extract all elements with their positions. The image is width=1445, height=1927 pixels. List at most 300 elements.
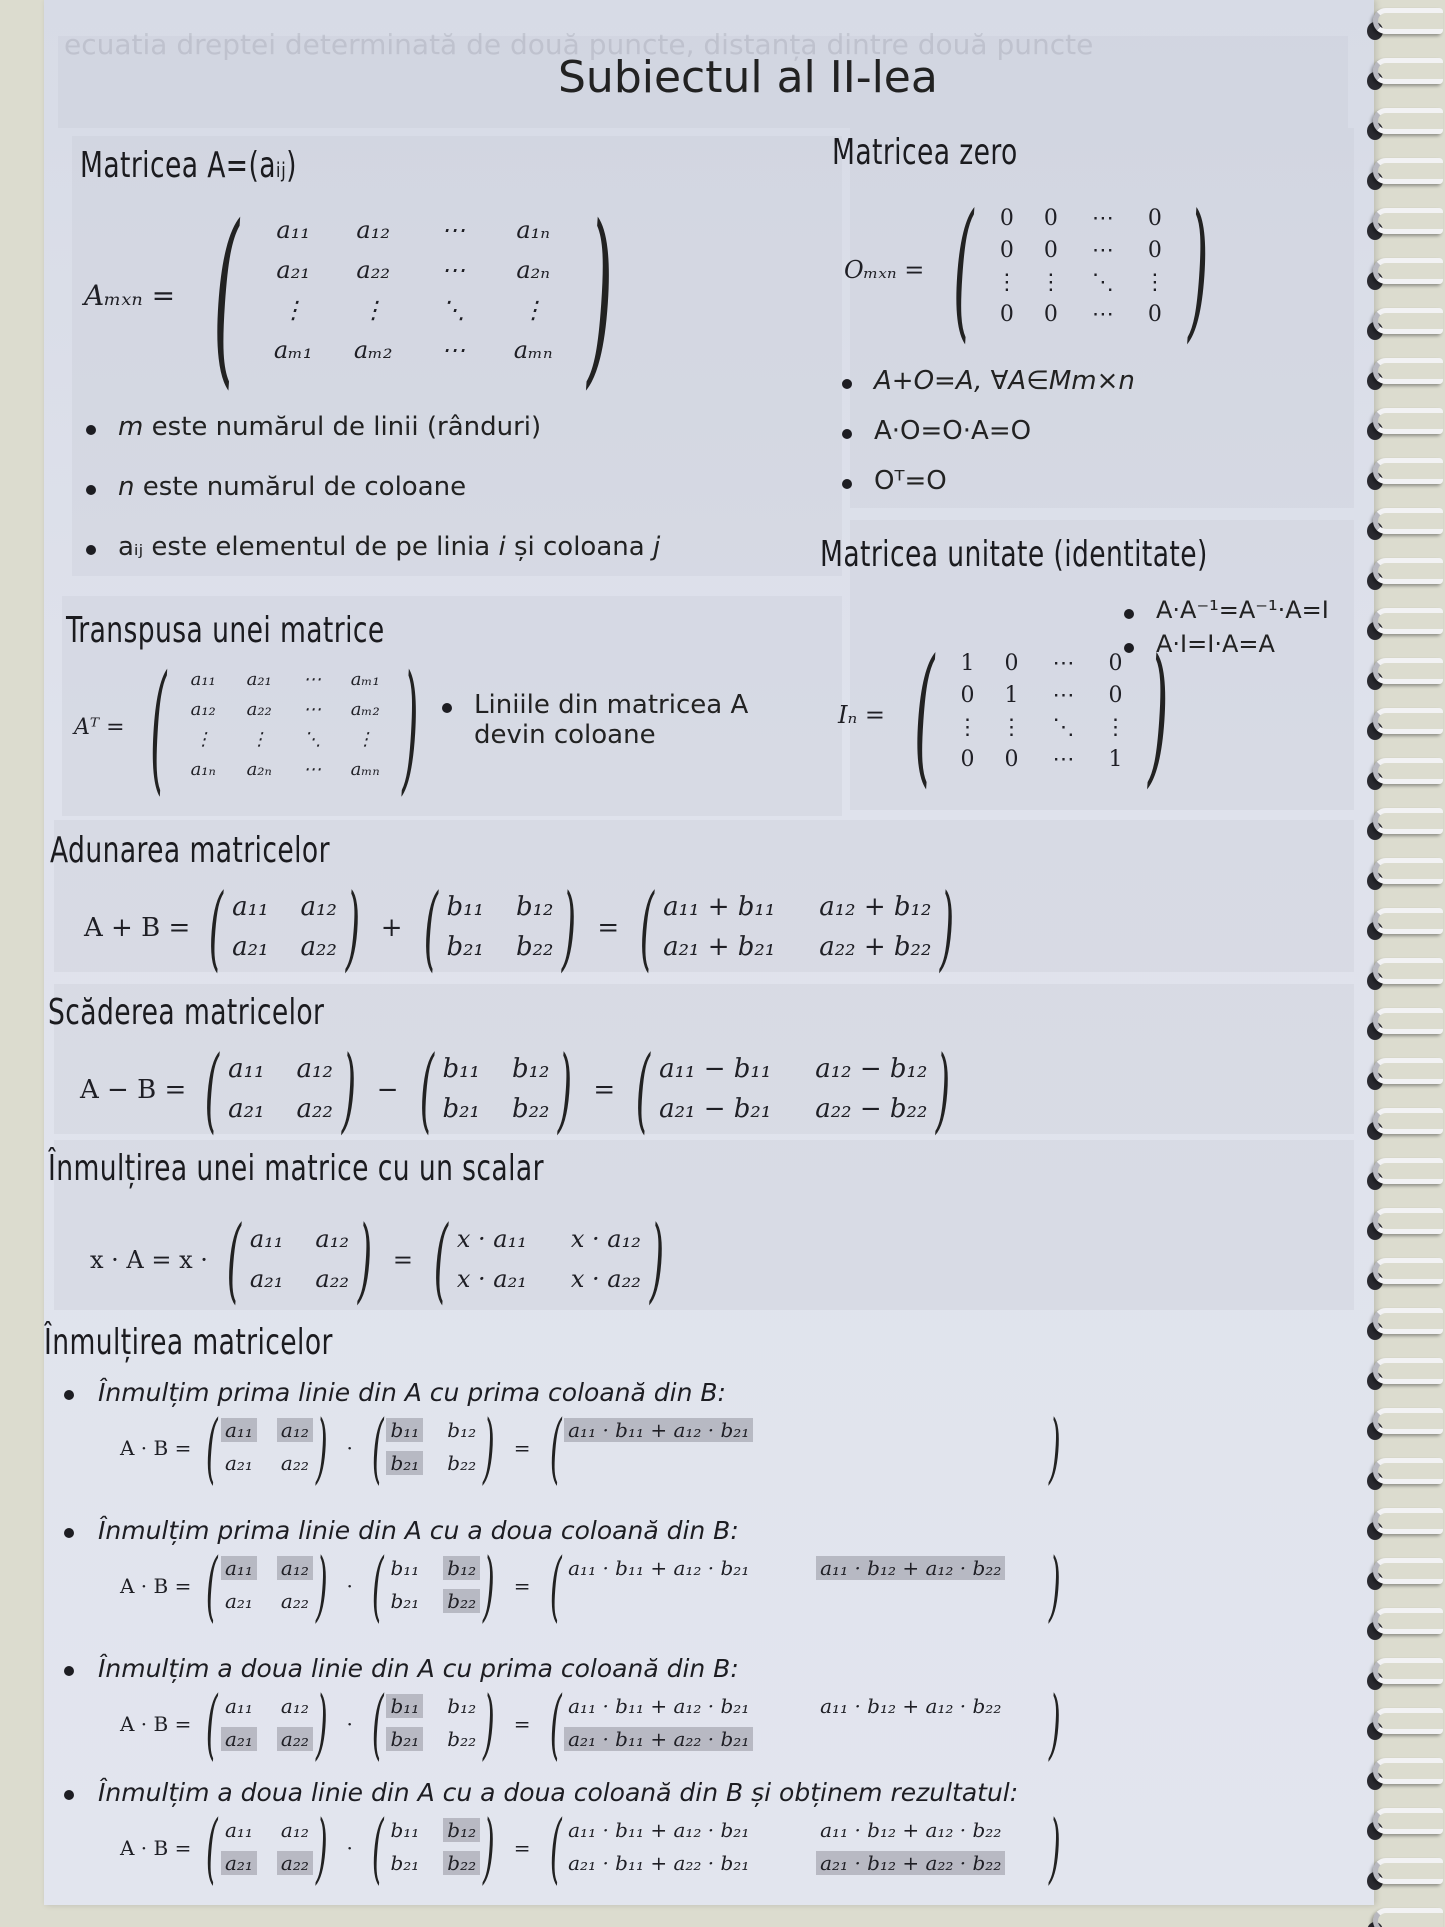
matrix-cell: ⋮ <box>194 729 213 750</box>
matrix-cell: a₂₁ − b₂₁ <box>659 1093 772 1124</box>
matrix-cell: a₂₁ <box>221 1851 257 1875</box>
matrix-cell: 0 <box>1043 206 1058 231</box>
spiral-ring <box>1373 558 1443 584</box>
identity-matrix <box>895 627 1188 802</box>
matrix-cell: b₂₁ <box>442 1093 480 1124</box>
matrix-cell: b₁₁ <box>442 1053 480 1084</box>
matrix-cell: a₁₁ <box>224 1694 253 1719</box>
matrix-cell: a₂₂ + b₂₂ <box>819 931 932 962</box>
matrix-cell <box>816 1451 830 1475</box>
right-paren: ) <box>587 184 614 406</box>
subtraction-equation <box>70 1035 961 1143</box>
matrix-grid <box>175 665 393 791</box>
matrix-cell: a₂₂ <box>300 931 337 962</box>
matrix-cell: b₂₁ <box>386 1727 423 1751</box>
spiral-ring <box>1373 458 1443 484</box>
matrix-grid <box>655 1049 931 1132</box>
matrix-grid <box>246 1219 353 1302</box>
spiral-ring <box>1373 508 1443 534</box>
spiral-ring <box>1373 1408 1443 1434</box>
matrix-grid <box>438 1049 553 1132</box>
matrix-cell: a₁₂ <box>277 1418 313 1442</box>
matrix-cell: 0 <box>1004 747 1019 772</box>
matrix-cell: b₁₂ <box>515 891 554 922</box>
spiral-ring <box>1373 1458 1443 1484</box>
matrix-cell: ⋮ <box>250 729 269 750</box>
multiplication-equation <box>110 1541 1070 1630</box>
bullet-transpose: Liniile din matricea A devin coloane <box>436 690 756 750</box>
matrix-grid <box>386 1814 480 1882</box>
matrix-b <box>413 873 588 981</box>
matrix-cell: a₂₂ <box>296 1093 333 1124</box>
spiral-ring <box>1373 208 1443 234</box>
matrix-cell: 0 <box>1147 238 1162 263</box>
spiral-ring <box>1373 158 1443 184</box>
zero-lhs: Oₘₓₙ = <box>844 256 925 284</box>
right-paren: ) <box>315 1541 328 1630</box>
matrix-a <box>197 1803 336 1892</box>
matrix-cell: x · a₂₂ <box>570 1264 641 1293</box>
matrix-cell: b₂₁ <box>386 1451 423 1475</box>
matrix-grid <box>564 1414 1046 1482</box>
right-paren: ) <box>1049 1679 1061 1768</box>
heading-zero-matrix: Matricea zero <box>832 132 1018 173</box>
matrix-cell: a₁₂ <box>300 891 337 922</box>
matrix-cell: b₂₂ <box>511 1093 550 1124</box>
matrix-cell: a₁₁ <box>221 1556 257 1580</box>
right-paren: ) <box>558 1035 573 1143</box>
identity-equation <box>838 627 1188 802</box>
left-paren: ( <box>213 184 240 406</box>
spiral-ring <box>1373 1708 1443 1734</box>
matrix-cell: aₘ₂ <box>350 699 380 720</box>
matrix-cell: b₂₂ <box>447 1451 477 1476</box>
matrix-cell <box>816 1418 830 1442</box>
left-paren: ( <box>549 1679 562 1768</box>
matrix-result <box>541 1803 1070 1892</box>
matrix-a <box>197 1679 336 1768</box>
left-paren: ( <box>206 1541 219 1630</box>
matrix-cell: ⋮ <box>1039 270 1062 295</box>
matrix-cell: b₂₁ <box>390 1851 420 1876</box>
matrix-cell: a₁₁ · b₁₁ + a₁₂ · b₂₁ <box>568 1818 750 1843</box>
left-paren: ( <box>226 1205 242 1313</box>
spiral-ring <box>1373 308 1443 334</box>
multiplication-equation <box>110 1679 1070 1768</box>
right-paren: ) <box>562 873 577 981</box>
multiplication-equation <box>110 1403 1070 1492</box>
matrix-cell: a₁₂ + b₁₂ <box>819 891 932 922</box>
matrix-cell: ⋯ <box>1052 747 1075 772</box>
matrix-cell: b₁₁ <box>390 1556 420 1581</box>
matrix-cell: a₂₁ · b₁₁ + a₂₂ · b₂₁ <box>564 1727 753 1751</box>
matrix-cell: ⋯ <box>1091 302 1114 327</box>
right-paren: ) <box>341 1035 357 1143</box>
matrix-cell: a₂₂ <box>277 1727 313 1751</box>
spiral-ring <box>1373 958 1443 984</box>
operator: = <box>513 1574 531 1598</box>
zero-matrix <box>934 182 1227 357</box>
bullet-zero-transpose: Oᵀ=O <box>836 466 1135 496</box>
bullet-dot <box>64 1790 74 1800</box>
left-paren: ( <box>953 182 974 357</box>
matrix-cell: ⋯ <box>441 215 466 244</box>
matrix-a <box>197 1541 336 1630</box>
matrix-a <box>216 1205 383 1313</box>
matrix-cell: a₂₂ <box>356 255 390 284</box>
matrix-cell: ⋯ <box>1091 238 1114 263</box>
spiral-ring <box>1373 908 1443 934</box>
matrix-cell: a₁₁ · b₁₂ + a₁₂ · b₂₂ <box>816 1556 1005 1580</box>
matrix-grid <box>228 887 341 970</box>
multiplication-step-text: Înmulțim a doua linie din A cu prima coloană din B: <box>64 1654 739 1683</box>
matrix-cell: a₂₂ <box>246 699 272 720</box>
matrix-grid <box>564 1552 1046 1620</box>
matrix-cell: 0 <box>1147 302 1162 327</box>
matrix-cell: ⋮ <box>956 715 979 740</box>
matrix-cell: a₁₂ <box>277 1556 313 1580</box>
spiral-ring <box>1373 1558 1443 1584</box>
left-paren: ( <box>206 1679 219 1768</box>
matrix-cell: 0 <box>1108 683 1123 708</box>
bullet-dot <box>64 1390 74 1400</box>
matrix-grid <box>985 203 1177 338</box>
matrix-cell: ⋯ <box>303 699 322 720</box>
heading-subtraction: Scăderea matricelor <box>48 992 325 1033</box>
matrix-cell: a₁₁ · b₁₁ + a₁₂ · b₂₁ <box>568 1694 750 1719</box>
multiplication-equation <box>110 1803 1070 1892</box>
spiral-ring <box>1373 1508 1443 1534</box>
matrix-cell: ⋱ <box>303 729 322 750</box>
matrix-b <box>363 1679 504 1768</box>
matrix-grid <box>386 1414 480 1482</box>
left-paren: ( <box>206 1403 219 1492</box>
matrix-b <box>363 1541 504 1630</box>
operator: = <box>513 1436 531 1460</box>
matrix-cell: b₂₂ <box>515 931 554 962</box>
heading-scalar: Înmulțirea unei matrice cu un scalar <box>48 1148 544 1189</box>
matrix-def-lhs: Aₘₓₙ = <box>84 278 176 312</box>
matrix-cell: b₂₂ <box>443 1589 480 1613</box>
matrix-cell: a₁₁ <box>224 1818 253 1843</box>
equation-lhs: A · B = <box>120 1712 192 1736</box>
spiral-ring <box>1373 1808 1443 1834</box>
spiral-ring <box>1373 858 1443 884</box>
left-paren: ( <box>206 1803 219 1892</box>
matrix-def-bullets <box>80 412 660 592</box>
matrix-cell: 1 <box>1004 683 1019 708</box>
right-paren: ) <box>315 1403 328 1492</box>
matrix-cell: b₁₂ <box>443 1556 480 1580</box>
matrix-cell <box>816 1589 830 1613</box>
spiral-ring <box>1373 1758 1443 1784</box>
matrix-cell: b₁₂ <box>511 1053 550 1084</box>
matrix-cell: 0 <box>1043 238 1058 263</box>
matrix-cell: ⋯ <box>303 669 322 690</box>
matrix-cell: ⋮ <box>281 295 306 324</box>
left-paren: ( <box>635 1035 651 1143</box>
matrix-grid <box>386 1690 480 1758</box>
matrix-cell: ⋱ <box>441 295 466 324</box>
operator: · <box>346 1436 353 1460</box>
spiral-ring <box>1373 1608 1443 1634</box>
matrix-grid <box>453 1219 645 1302</box>
spiral-binding <box>1365 0 1445 1927</box>
matrix-cell: b₂₂ <box>447 1727 477 1752</box>
matrix-cell: b₂₂ <box>443 1851 480 1875</box>
equation-lhs: A · B = <box>120 1836 192 1860</box>
matrix-cell: b₁₂ <box>447 1418 477 1443</box>
matrix-cell: a₁₁ <box>232 891 269 922</box>
spiral-ring <box>1373 1008 1443 1034</box>
matrix-def-matrix <box>189 184 637 406</box>
zero-bullets <box>836 366 1135 516</box>
matrix-cell: a₂₁ <box>249 1264 284 1293</box>
matrix-grid <box>442 887 557 970</box>
matrix-grid <box>221 1414 313 1482</box>
matrix-cell: ⋮ <box>356 729 375 750</box>
matrix-cell: a₂₂ − b₂₂ <box>815 1093 928 1124</box>
left-paren: ( <box>371 1403 384 1492</box>
spiral-ring <box>1373 658 1443 684</box>
bullet-dot <box>64 1528 74 1538</box>
matrix-cell: ⋯ <box>1091 206 1114 231</box>
matrix-cell: a₁₁ − b₁₁ <box>659 1053 772 1084</box>
bleed-through-text: ecuatia dreptei determinată de două puncte, distanța dintre două puncte <box>64 28 1094 61</box>
matrix-cell: b₁₁ <box>390 1818 420 1843</box>
heading-matrix-def: Matricea A=(aᵢⱼ) <box>80 145 297 186</box>
multiplication-step-text: Înmulțim prima linie din A cu a doua coloană din B: <box>64 1516 739 1545</box>
matrix-cell: a₁₁ · b₁₁ + a₁₂ · b₂₁ <box>568 1556 750 1581</box>
matrix-cell: a₂₁ <box>221 1727 257 1751</box>
operator: = <box>593 1075 616 1105</box>
matrix-cell: aₘₙ <box>513 335 553 364</box>
matrix-cell: ⋯ <box>441 335 466 364</box>
matrix-cell: a₁₁ <box>190 669 216 690</box>
heading-identity: Matricea unitate (identitate) <box>820 534 1208 575</box>
spiral-ring <box>1373 1308 1443 1334</box>
matrix-cell: 1 <box>1108 747 1123 772</box>
matrix-cell: a₂₁ <box>224 1589 253 1614</box>
matrix-cell: a₂₂ <box>315 1264 349 1293</box>
matrix-cell: a₁₁ · b₁₂ + a₁₂ · b₂₂ <box>820 1694 1002 1719</box>
matrix-cell: a₁₁ <box>276 215 310 244</box>
multiplication-step-text: Înmulțim a doua linie din A cu a doua coloană din B și obținem rezultatul: <box>64 1778 1018 1807</box>
spiral-ring <box>1373 8 1443 34</box>
right-paren: ) <box>1148 627 1169 802</box>
spiral-ring <box>1373 358 1443 384</box>
operator: · <box>346 1712 353 1736</box>
matrix-cell: 0 <box>960 747 975 772</box>
matrix-cell: 0 <box>1043 302 1058 327</box>
operator: − <box>376 1075 399 1105</box>
matrix-cell: a₂₂ <box>277 1851 313 1875</box>
equation-lhs: A + B = <box>84 913 191 943</box>
right-paren: ) <box>345 873 361 981</box>
matrix-cell: 0 <box>1108 651 1123 676</box>
matrix-cell: 0 <box>999 302 1014 327</box>
matrix-cell: a₁₂ <box>315 1224 349 1253</box>
left-paren: ( <box>549 1541 562 1630</box>
spiral-ring <box>1373 1358 1443 1384</box>
spiral-ring <box>1373 1108 1443 1134</box>
matrix-cell: a₁₁ <box>249 1224 284 1253</box>
matrix-cell: a₁ₙ <box>516 215 551 244</box>
matrix-cell <box>564 1589 578 1613</box>
identity-lhs: Iₙ = <box>838 701 885 729</box>
spiral-ring <box>1373 608 1443 634</box>
matrix-cell: b₁₂ <box>443 1818 480 1842</box>
right-paren: ) <box>483 1679 495 1768</box>
matrix-grid <box>253 210 573 381</box>
matrix-cell: a₂₂ <box>280 1589 309 1614</box>
bullet-m: m este numărul de linii (rânduri) <box>80 412 660 442</box>
left-paren: ( <box>149 645 167 809</box>
spiral-ring <box>1373 758 1443 784</box>
matrix-cell: b₂₁ <box>390 1589 420 1614</box>
matrix-grid <box>659 887 935 970</box>
matrix-cell: a₁₂ − b₁₂ <box>815 1053 928 1084</box>
operator: · <box>346 1836 353 1860</box>
left-paren: ( <box>419 1035 434 1143</box>
bullet-zero-add: A+O=A, ∀A∈Mm×n <box>836 366 1135 396</box>
transpose-lhs: Aᵀ = <box>74 715 125 740</box>
matrix-cell: a₁₁ · b₁₂ + a₁₂ · b₂₂ <box>820 1818 1002 1843</box>
matrix-cell: x · a₂₁ <box>456 1264 527 1293</box>
matrix-cell: a₁₂ <box>280 1694 309 1719</box>
zero-equation <box>844 182 1227 357</box>
equation-lhs: A − B = <box>80 1075 187 1105</box>
matrix-cell: ⋯ <box>1052 683 1075 708</box>
matrix-cell: ⋮ <box>1143 270 1166 295</box>
right-paren: ) <box>402 645 419 809</box>
matrix-cell: a₂₁ <box>246 669 272 690</box>
matrix-a <box>197 1403 336 1492</box>
notebook-page <box>44 0 1374 1905</box>
matrix-cell: a₁₁ + b₁₁ <box>663 891 776 922</box>
matrix-cell: a₁₂ <box>190 699 216 720</box>
matrix-cell: b₁₁ <box>386 1418 423 1442</box>
spiral-ring <box>1373 708 1443 734</box>
spiral-ring <box>1373 1058 1443 1084</box>
addition-equation <box>74 873 965 981</box>
matrix-grid <box>564 1690 1046 1758</box>
matrix-grid <box>386 1552 480 1620</box>
matrix-cell: a₂₂ <box>280 1451 309 1476</box>
operator: = <box>513 1712 531 1736</box>
scalar-equation <box>80 1205 675 1313</box>
operator: · <box>346 1574 353 1598</box>
transpose-bullets <box>436 690 756 780</box>
left-paren: ( <box>205 1035 220 1143</box>
matrix-cell: ⋮ <box>361 295 386 324</box>
spiral-ring <box>1373 58 1443 84</box>
left-paren: ( <box>423 873 438 981</box>
bullet-n: n este numărul de coloane <box>80 472 660 502</box>
right-paren: ) <box>483 1803 495 1892</box>
left-paren: ( <box>549 1403 562 1492</box>
heading-transpose: Transpusa unei matrice <box>66 610 385 651</box>
spiral-ring <box>1373 258 1443 284</box>
matrix-b <box>363 1803 504 1892</box>
matrix-cell: a₁₂ <box>356 215 390 244</box>
left-paren: ( <box>639 873 655 981</box>
spiral-ring <box>1373 1208 1443 1234</box>
right-paren: ) <box>483 1403 495 1492</box>
matrix-cell: aₘ₂ <box>353 335 393 364</box>
matrix-cell: ⋱ <box>1052 715 1075 740</box>
matrix-grid <box>221 1690 313 1758</box>
right-paren: ) <box>649 1205 664 1313</box>
left-paren: ( <box>433 1205 449 1313</box>
matrix-cell <box>816 1727 830 1751</box>
matrix-cell: x · a₁₁ <box>456 1224 527 1253</box>
matrix-result <box>629 873 965 981</box>
spiral-ring <box>1373 1858 1443 1884</box>
bullet-identity-mul: A·I=I·A=A <box>1118 630 1329 658</box>
page-title: Subiectul al II-lea <box>558 52 938 103</box>
matrix-cell: ⋮ <box>995 270 1018 295</box>
operator: = <box>597 913 620 943</box>
matrix-cell: ⋯ <box>303 759 322 780</box>
multiplication-step-text: Înmulțim prima linie din A cu prima coloană din B: <box>64 1378 726 1407</box>
matrix-cell: 0 <box>999 238 1014 263</box>
transpose-equation <box>74 645 438 809</box>
matrix-grid <box>221 1814 313 1882</box>
right-paren: ) <box>936 1035 951 1143</box>
matrix-cell: a₂₁ + b₂₁ <box>663 931 776 962</box>
matrix-def-equation <box>84 184 637 406</box>
matrix-cell: a₁₂ <box>296 1053 333 1084</box>
left-paren: ( <box>209 873 224 981</box>
matrix-cell: a₂₁ · b₁₂ + a₂₂ · b₂₂ <box>816 1851 1005 1875</box>
matrix-cell: ⋯ <box>1052 651 1075 676</box>
right-paren: ) <box>315 1679 328 1768</box>
matrix-a <box>194 1035 367 1143</box>
matrix-cell: aₘₙ <box>350 759 380 780</box>
matrix-cell: ⋮ <box>1000 715 1023 740</box>
spiral-ring <box>1373 1158 1443 1184</box>
equation-lhs: A · B = <box>120 1574 192 1598</box>
matrix-cell: 0 <box>1147 206 1162 231</box>
matrix-cell: a₂ₙ <box>516 255 551 284</box>
spiral-ring <box>1373 1258 1443 1284</box>
matrix-result <box>423 1205 675 1313</box>
matrix-result <box>541 1403 1070 1492</box>
matrix-cell: 0 <box>960 683 975 708</box>
right-paren: ) <box>357 1205 373 1313</box>
matrix-cell <box>564 1451 578 1475</box>
matrix-b <box>409 1035 584 1143</box>
spiral-ring <box>1373 408 1443 434</box>
matrix-cell: b₁₁ <box>446 891 484 922</box>
left-paren: ( <box>913 627 935 802</box>
left-paren: ( <box>371 1679 384 1768</box>
operator: = <box>513 1836 531 1860</box>
matrix-cell: b₁₂ <box>447 1694 477 1719</box>
right-paren: ) <box>940 873 955 981</box>
matrix-cell: a₂₁ <box>224 1451 253 1476</box>
spiral-ring <box>1373 1658 1443 1684</box>
transpose-matrix <box>131 645 438 809</box>
operator: + <box>380 913 403 943</box>
matrix-cell: a₂ₙ <box>246 759 272 780</box>
matrix-cell: a₁₁ <box>221 1418 257 1442</box>
matrix-cell: a₂₁ <box>228 1093 265 1124</box>
matrix-cell: ⋮ <box>521 295 546 324</box>
matrix-cell: 0 <box>999 206 1014 231</box>
matrix-result <box>541 1679 1070 1768</box>
